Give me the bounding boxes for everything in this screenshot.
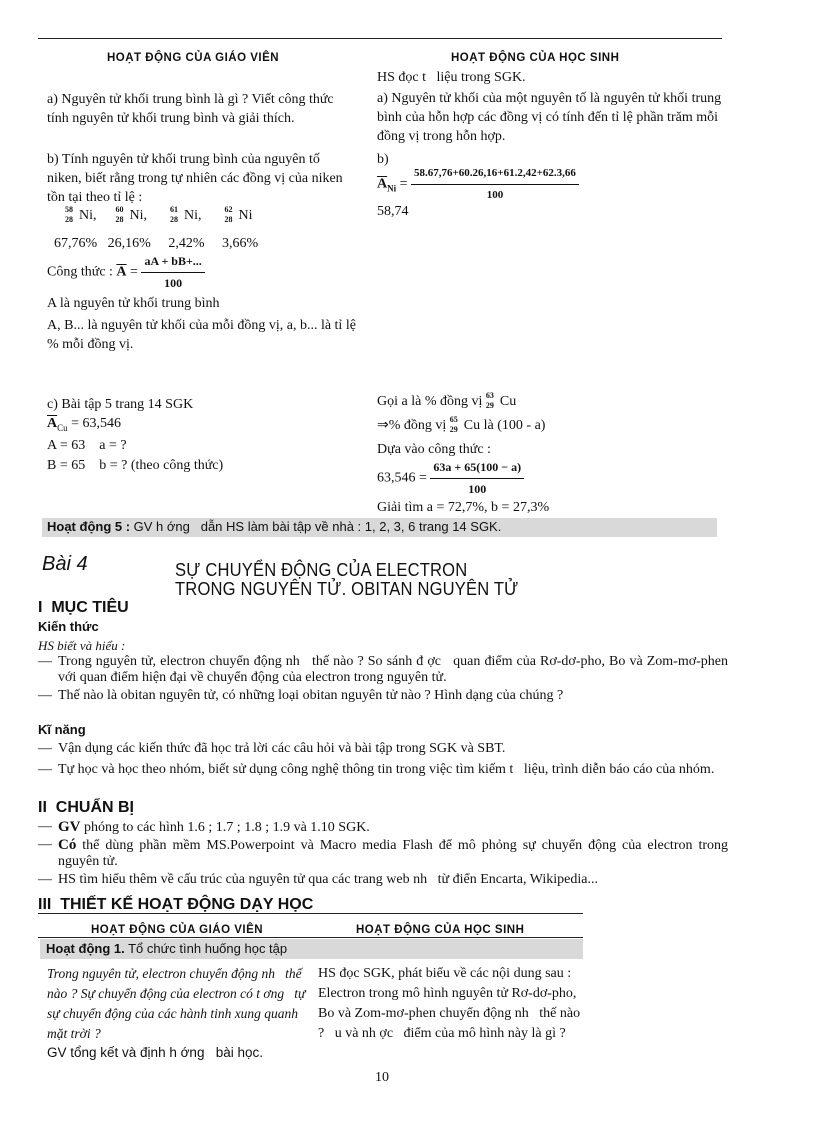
definition-a: A là nguyên tử khối trung bình <box>47 296 220 311</box>
answer-c-3: Dựa vào công thức : <box>377 442 491 457</box>
top-rule <box>38 38 722 39</box>
activity-1: Hoạt động 1. Tổ chức tình huống học tập <box>46 941 288 956</box>
skills-item-1: — Vận dụng các kiến thức đã học trả lời các câu hỏi và bài tập trong SGK và SBT. <box>38 741 506 756</box>
isotope-list: 58 28 Ni, 60 28 Ni, 61 28 Ni, 62 28 Ni <box>65 204 253 224</box>
isotope-percents: 67,76% 26,16% 2,42% 3,66% <box>54 236 259 251</box>
section-3-rule <box>38 913 583 914</box>
copper-fraction: $\frac{63a + 65(100 - a)}{100}$ <box>430 458 524 499</box>
answer-b-formula: $\overline{A}_{Ni}$ = $\frac{58.67,76+60.26,16+61.2,42+62.3,66}{100}$ <box>377 164 579 205</box>
prep-item-2: — Có thể dùng phần mềm MS.Powerpoint và Macro media Flash để mô phỏng sự chuyển động của electron trong nguyên tử. <box>38 837 728 869</box>
answer-c-2: ⇒% đồng vị 65 29 Cu là (100 - a) <box>377 414 546 434</box>
answer-a: a) Nguyên tử khối của một nguyên tố là nguyên tử khối trung bình của hỗn hợp các đồng vị có tính đến tỉ lệ phần trăm mỗi đồng vị trong hỗn hợp. <box>377 91 722 144</box>
student-intro: HS đọc t liệu trong SGK. <box>377 70 526 85</box>
table-rule <box>38 937 583 938</box>
knowledge-title: Kiến thức <box>38 619 99 634</box>
given-b: B = 65 b = ? (theo công thức) <box>47 458 224 473</box>
knowledge-intro: HS biết và hiểu : <box>38 638 126 653</box>
average-formula: Công thức : $\overline{A}$ = $\frac{aA + bB+...}{100}$ <box>47 252 205 293</box>
isotope-ni60: 60 28 <box>115 204 124 224</box>
activity-5: Hoạt động 5 : GV h ớng dẫn HS làm bài tập về nhà : 1, 2, 3, 6 trang 14 SGK. <box>47 519 502 534</box>
isotope-cu65: 65 29 <box>449 414 458 434</box>
answer-c-4: 63,546 = $\frac{63a + 65(100 - a)}{100}$ <box>377 458 524 499</box>
question-b: b) Tính nguyên tử khối trung bình của nguyên tố niken, biết rằng trong tự nhiên các đồng vị của niken tồn tại theo tỉ lệ : <box>47 152 343 205</box>
section-1-title: I MỤC TIÊU <box>38 599 129 616</box>
skills-item-2: — Tự học và học theo nhóm, biết sử dụng công nghệ thông tin trong việc tìm kiếm t liệu, trình diễn báo cáo của nhóm. <box>38 762 715 777</box>
lesson-title-line2: TRONG NGUYÊN TỬ. OBITAN NGUYÊN TỬ <box>175 579 519 599</box>
knowledge-item-2: — Thế nào là obitan nguyên tử, có những loại obitan nguyên tử nào ? Hình dạng của chúng ? <box>38 688 564 703</box>
student-header-2: HOẠT ĐỘNG CỦA HỌC SINH <box>356 924 525 936</box>
formula-fraction: $\frac{aA + bB+...}{100}$ <box>141 252 204 293</box>
teacher-question: Trong nguyên tử, electron chuyển động nh thế nào ? Sự chuyển động của electron có t ơng tự sự chuyển động của các hành tinh xung quanh mặt trời ? <box>47 966 309 1041</box>
isotope-cu63: 63 29 <box>485 390 494 410</box>
given-a: A = 63 a = ? <box>47 438 127 453</box>
answer-b-result: 58,74 <box>377 204 409 219</box>
student-answer: HS đọc SGK, phát biểu về các nội dung sau : Electron trong mô hình nguyên tử Rơ-dơ-pho, Bo và Zom-mơ-phen chuyển động nh thế nào ? u và nh ợc điểm của mô hình này là gì ? <box>318 966 584 1041</box>
teacher-header-2: HOẠT ĐỘNG CỦA GIÁO VIÊN <box>91 924 264 936</box>
knowledge-item-1: — Trong nguyên tử, electron chuyển động nh thế nào ? So sánh đ ợc quan điểm của Rơ-dơ-pho, Bo và Zom-mơ-phen với quan điểm hiện đại về chuyển động của electron trong nguyên tử. <box>38 654 732 685</box>
question-c: c) Bài tập 5 trang 14 SGK <box>47 397 194 412</box>
section-2-title: II CHUẨN BỊ <box>38 799 134 816</box>
lesson-title-line1: SỰ CHUYỂN ĐỘNG CỦA ELECTRON <box>175 560 468 580</box>
student-header: HOẠT ĐỘNG CỦA HỌC SINH <box>451 52 620 64</box>
lesson-number: Bài 4 <box>42 553 88 575</box>
isotope-ni62: 62 28 <box>224 204 233 224</box>
given-a-cu: $\overline{A}_{Cu} = 63,546$ <box>47 416 122 433</box>
isotope-ni58: 58 28 <box>65 204 73 224</box>
answer-c-5: Giải tìm a = 72,7%, b = 27,3% <box>377 500 550 515</box>
prep-item-3: — HS tìm hiểu thêm về cấu trúc của nguyên tử qua các trang web nh từ điển Encarta, Wikipedia... <box>38 872 598 887</box>
nickel-fraction: $\frac{58.67,76+60.26,16+61.2,42+62.3,66}{100}$ <box>411 164 579 205</box>
isotope-ni61: 61 28 <box>170 204 178 224</box>
section-3-title: III THIẾT KẾ HOẠT ĐỘNG DẠY HỌC <box>38 896 314 913</box>
teacher-header: HOẠT ĐỘNG CỦA GIÁO VIÊN <box>107 52 280 64</box>
definition-ab: A, B... là nguyên tử khối của mỗi đồng vị, a, b... là tỉ lệ % mỗi đồng vị. <box>47 318 356 352</box>
page-number: 10 <box>375 1070 389 1085</box>
skills-title: Kĩ năng <box>38 722 86 737</box>
prep-item-1: — GV phóng to các hình 1.6 ; 1.7 ; 1.8 ; 1.9 và 1.10 SGK. <box>38 819 370 835</box>
answer-b-label: b) <box>377 152 389 167</box>
teacher-summary: GV tổng kết và định h ớng bài học. <box>47 1045 263 1060</box>
question-a: a) Nguyên tử khối trung bình là gì ? Viết công thức tính nguyên tử khối trung bình và giải thích. <box>47 92 334 126</box>
answer-c-1: Gọi a là % đồng vị 63 29 Cu <box>377 390 517 410</box>
